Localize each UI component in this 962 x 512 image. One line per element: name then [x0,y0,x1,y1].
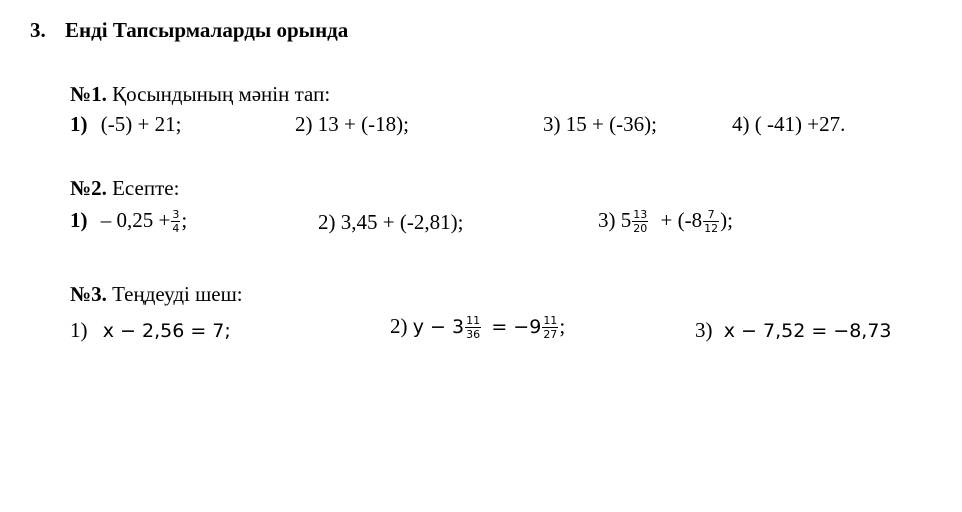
task1-item-4-expression: ( -41) +27. [754,112,846,136]
task3-item-1 [70,318,231,343]
task3-item-2-middle: = −9 [491,316,542,338]
task3-item-3 [695,318,892,343]
task2-item-2 [318,210,463,235]
fraction-numerator: 13 [633,207,648,221]
task1-item-1-expression: (-5) + 21; [100,112,182,136]
task2-label: №2. [70,176,107,200]
section-title: Енді Тапсырмаларды орында [65,18,349,42]
task3-item-3-expression: x − 7,52 = −8,73 [723,320,892,342]
task2-item-3-number: 3) [598,208,616,232]
task2-item-2-expression: 3,45 + (-2,81); [340,210,464,234]
task3-item-3-number: 3) [695,318,713,342]
task2-title [70,176,179,201]
fraction-numerator: 11 [466,313,481,327]
task2-item-1-suffix: ; [181,208,188,232]
section-number: 3. [30,18,46,42]
fraction-denominator: 12 [704,221,719,235]
task2-item-2-number: 2) [318,210,336,234]
task2-item-3-fraction-2 [703,208,719,235]
task2-item-1 [70,208,187,236]
task1-item-1-number: 1) [70,112,88,136]
task1-item-4 [732,112,845,137]
task2-item-3-fraction-1 [632,208,648,235]
fraction-numerator: 11 [543,313,558,327]
task1-item-2-expression: 13 + (-18); [317,112,409,136]
task1-item-3-number: 3) [543,112,561,136]
task2-item-1-number: 1) [70,208,88,232]
task2-item-3-middle: + (-8 [660,208,703,232]
task3-title [70,282,243,307]
task3-item-2-suffix: ; [559,314,566,338]
fraction-numerator: 3 [172,207,180,221]
task1-label: №1. [70,82,107,106]
task2-item-1-fraction [171,208,180,235]
task3-instruction: Теңдеуді шеш: [112,282,243,306]
task1-item-3 [543,112,657,137]
task3-item-2-number: 2) [390,314,408,338]
task3-item-2-prefix: y − 3 [412,316,465,338]
task2-instruction: Есепте: [112,176,180,200]
fraction-denominator: 36 [466,327,481,341]
fraction-numerator: 7 [703,208,719,222]
task1-item-2-number: 2) [295,112,313,136]
task1-item-3-expression: 15 + (-36); [565,112,657,136]
task2-item-3-suffix: ); [720,208,733,232]
task2-item-3-whole: 5 [620,208,632,232]
task1-item-4-number: 4) [732,112,750,136]
task1-item-1 [70,112,181,137]
fraction-denominator: 4 [172,221,180,235]
task3-label: №3. [70,282,107,306]
task3-item-2 [390,314,565,342]
task3-item-1-expression: x − 2,56 = 7; [102,320,231,342]
task3-item-2-fraction-1 [465,314,481,341]
fraction-denominator: 27 [543,327,558,341]
task2-item-1-prefix: – 0,25 + [100,208,171,232]
task3-item-1-number: 1) [70,318,88,342]
fraction-denominator: 20 [633,221,648,235]
section-heading [30,18,348,43]
task1-instruction: Қосындының мәнін тап: [112,82,331,106]
task2-item-3 [598,208,733,236]
task1-title [70,82,330,107]
task3-item-2-fraction-2 [542,314,558,341]
task1-item-2 [295,112,409,137]
